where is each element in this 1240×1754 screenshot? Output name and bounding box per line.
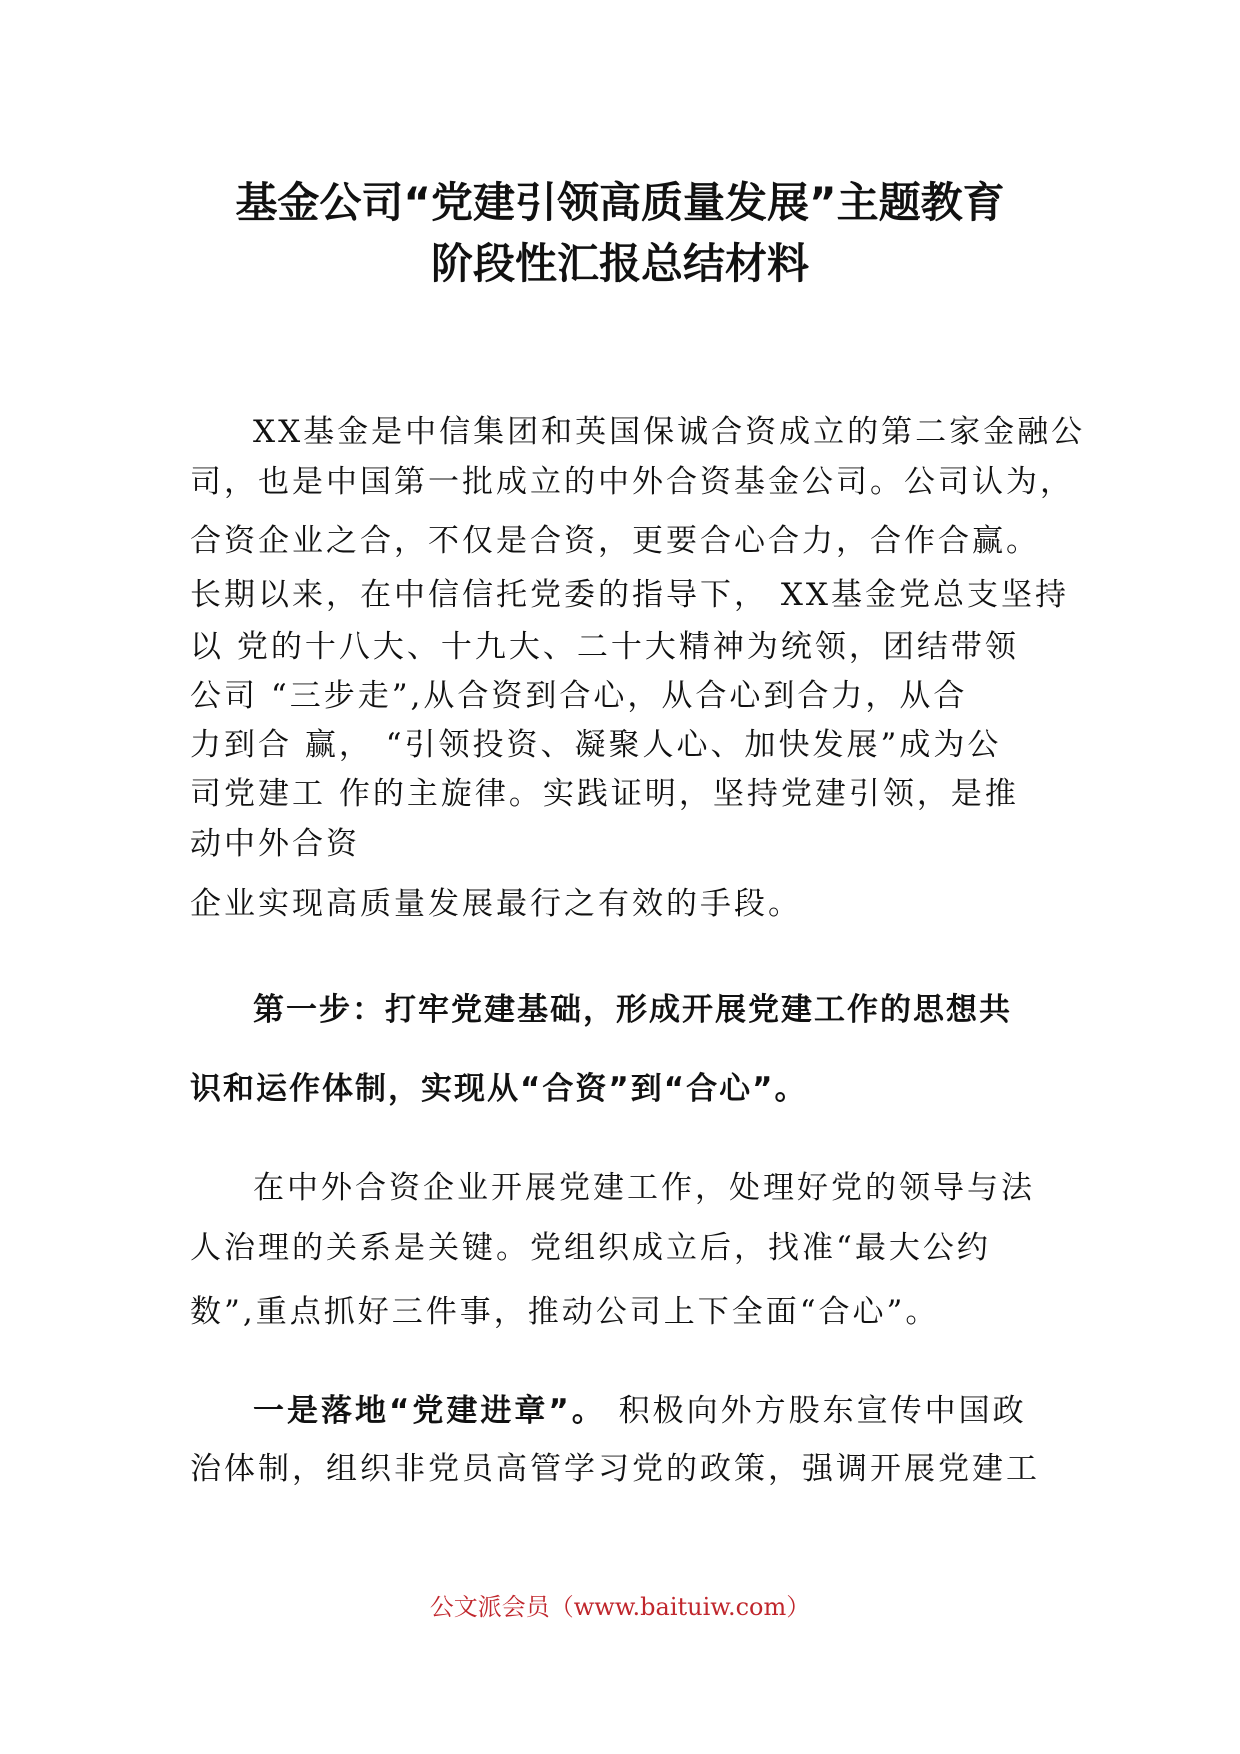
intro-line: 司，也是中国第一批成立的中外合资基金公司。公司认为， [190, 464, 1074, 500]
intro-line: 力到合 赢， “引领投资、凝聚人心、加快发展”成为公 [190, 727, 1002, 763]
intro-line: 以 党的十八大、十九大、二十大精神为统领，团结带领 [190, 629, 1019, 665]
intro-line: 合资企业之合，不仅是合资，更要合心合力，合作合赢。 [190, 523, 1040, 559]
intro-line: 司党建工 作的主旋律。实践证明，坚持党建引领，是推 [190, 776, 1019, 812]
body-line: 数”,重点抓好三件事，推动公司上下全面“合心”。 [190, 1294, 940, 1330]
step-heading-line: 识和运作体制，实现从“合资”到“合心”。 [190, 1071, 808, 1107]
point-text: 积极向外方股东宣传中国政 [605, 1393, 1027, 1429]
document-title-line-1: 基金公司“党建引领高质量发展”主题教育 [235, 178, 1005, 227]
body-line: 人治理的关系是关键。党组织成立后，找准“最大公约 [190, 1230, 991, 1266]
footer-watermark: 公文派会员（www.baituiw.com） [429, 1593, 811, 1621]
body-line: 在中外合资企业开展党建工作，处理好党的领导与法 [253, 1170, 1035, 1206]
document-title-line-2: 阶段性汇报总结材料 [430, 239, 809, 288]
intro-line: 企业实现高质量发展最行之有效的手段。 [190, 886, 802, 922]
point-lead: 一是落地“党建进章”。 [253, 1393, 606, 1429]
point-line [253, 1391, 1027, 1431]
intro-line: 长期以来，在中信信托党委的指导下， XX基金党总支坚持 [190, 577, 1069, 613]
intro-line: XX基金是中信集团和英国保诚合资成立的第二家金融公 [253, 414, 1086, 450]
step-heading-line: 第一步：打牢党建基础，形成开展党建工作的思想共 [253, 992, 1012, 1028]
intro-line: 动中外合资 [190, 826, 360, 862]
intro-line: 公司 “三步走”,从合资到合心，从合心到合力，从合 [190, 678, 968, 714]
point-line: 治体制，组织非党员高管学习党的政策，强调开展党建工 [190, 1451, 1040, 1487]
